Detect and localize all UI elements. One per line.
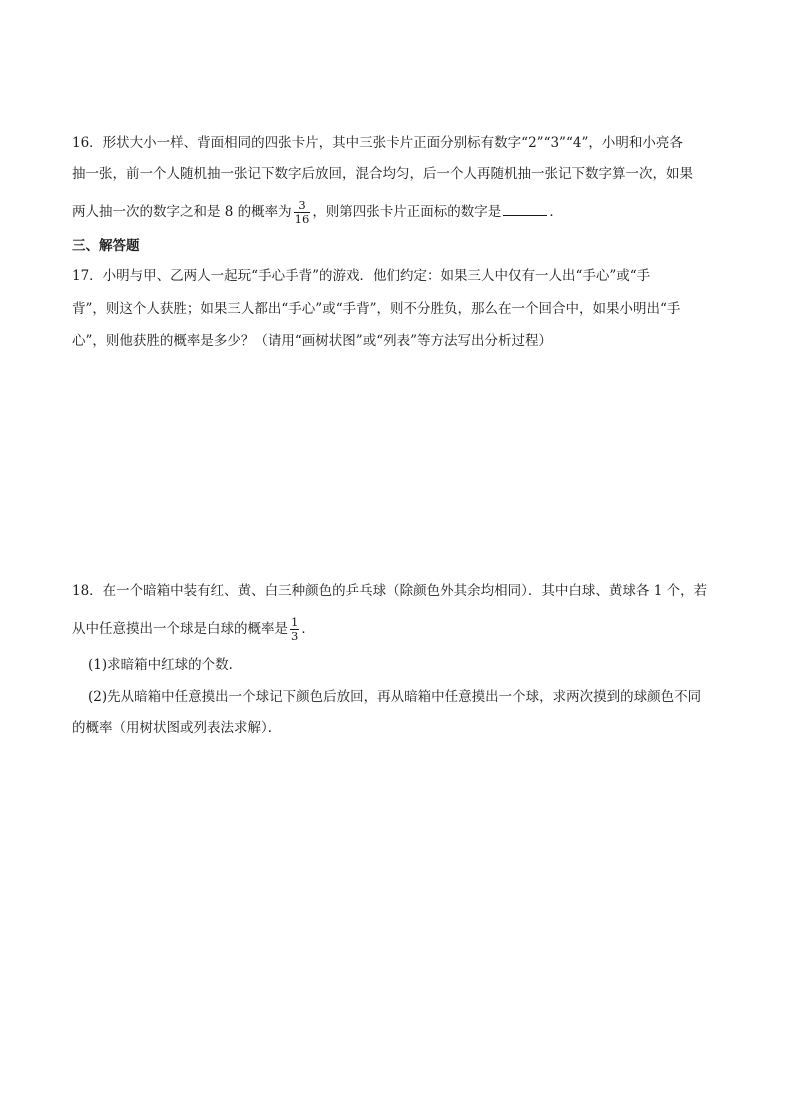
q16-line-3-end: ． xyxy=(549,204,563,220)
q16-fraction-denominator: 16 xyxy=(294,212,310,226)
q18-fraction-numerator: 1 xyxy=(291,615,299,629)
q16-line-3-pre: 两人抽一次的数字之和是 8 的概率为 xyxy=(72,204,292,220)
q18-part-1: (1)求暗箱中红球的个数． xyxy=(88,657,243,673)
q16-answer-blank xyxy=(503,203,547,216)
q18-fraction xyxy=(290,616,299,643)
q18-part-2-line-2: 的概率（用树状图或列表法求解）． xyxy=(72,720,282,736)
q17-line-3: 心”，则他获胜的概率是多少？（请用“画树状图”或“列表”等方法写出分析过程） xyxy=(72,333,553,349)
q18-line-2 xyxy=(72,616,315,643)
section-heading-3: 三、解答题 xyxy=(72,238,140,254)
q18-part-2-line-1: (2)先从暗箱中任意摸出一个球记下颜色后放回，再从暗箱中任意摸出一个球，求两次摸到的球颜色不同 xyxy=(88,689,702,705)
q18-line-2-pre: 从中任意摸出一个球是白球的概率是 xyxy=(72,621,288,637)
q16-line-3-post: ，则第四张卡片正面标的数字是 xyxy=(312,204,502,220)
q18-line-1: 18．在一个暗箱中装有红、黄、白三种颜色的乒乓球（除颜色外其余均相同）．其中白球、黄球各 1 个，若 xyxy=(72,583,708,599)
q18-fraction-denominator: 3 xyxy=(291,629,299,643)
q16-fraction xyxy=(294,199,311,226)
q16-line-1: 16．形状大小一样、背面相同的四张卡片，其中三张卡片正面分别标有数字“2”“3”“4”，小明和小亮各 xyxy=(72,135,683,151)
q16-fraction-numerator: 3 xyxy=(298,198,306,212)
q16-line-2: 抽一张，前一个人随机抽一张记下数字后放回，混合均匀，后一个人再随机抽一张记下数字算一次，如果 xyxy=(72,166,693,182)
q16-line-3 xyxy=(72,199,563,226)
q18-line-2-post: ． xyxy=(301,621,315,637)
q17-line-1: 17．小明与甲、乙两人一起玩“手心手背”的游戏．他们约定：如果三人中仅有一人出“手心”或“手 xyxy=(72,268,651,284)
q17-line-2: 背”，则这个人获胜；如果三人都出“手心”或“手背”，则不分胜负，那么在一个回合中，如果小明出“手 xyxy=(72,301,681,317)
